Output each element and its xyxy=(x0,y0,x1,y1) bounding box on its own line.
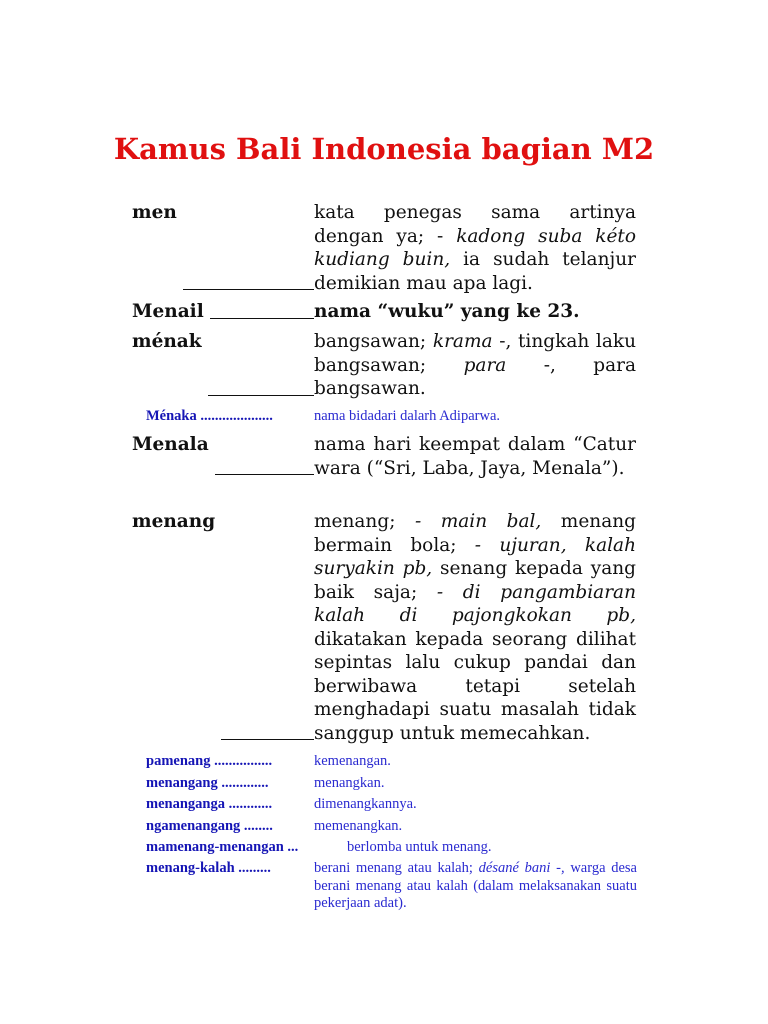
subentry-definition: kemenangan. xyxy=(314,753,391,769)
subentry-definition: nama bidadari dalarh Adiparwa. xyxy=(314,408,501,424)
entry-menala xyxy=(132,433,636,480)
entry-menang xyxy=(132,510,636,745)
entry-definition: nama hari keempat dalam “Catur wara (“Sri, Laba, Jaya, Menala”). xyxy=(314,434,636,479)
entry-term: menang xyxy=(132,511,216,532)
subentry-menanganga xyxy=(146,796,637,814)
subentry-definition: dimenangkannya. xyxy=(314,796,417,812)
leader-line xyxy=(215,433,314,475)
subentry-term: menangang ............. xyxy=(146,775,269,791)
leader-line xyxy=(183,201,314,290)
entry-definition: kata penegas sama artinya dengan ya; - kadong suba kéto kudiang buin, ia sudah telanjur demikian mau apa lagi. xyxy=(314,202,636,294)
subentry-term: menang-kalah ......... xyxy=(146,860,271,876)
leader-line xyxy=(210,300,314,319)
subentry-term: pamenang ................ xyxy=(146,753,273,769)
subentry-term: Ménaka .................... xyxy=(146,408,273,424)
entry-term: Menala xyxy=(132,434,209,455)
entry-definition: nama “wuku” yang ke 23. xyxy=(314,301,580,322)
subentry-term: ngamenangang ........ xyxy=(146,818,273,834)
subentry-definition: berlomba untuk menang. xyxy=(347,839,492,855)
entry-men xyxy=(132,201,636,295)
subentry-ngamenangang xyxy=(146,818,637,836)
subentry-menaka xyxy=(146,408,637,426)
page-title: Kamus Bali Indonesia bagian M2 xyxy=(113,132,655,166)
entry-term: ménak xyxy=(132,331,202,352)
leader-line xyxy=(208,330,314,396)
subentry-definition: menangkan. xyxy=(314,775,385,791)
entry-menak xyxy=(132,330,636,401)
subentry-menang-kalah xyxy=(146,860,637,913)
entry-term: men xyxy=(132,202,177,223)
subentry-definition: berani menang atau kalah; désané bani -, warga desa berani menang atau kalah (dalam melaksanakan suatu pekerjaan adat). xyxy=(314,860,637,911)
subentry-term: mamenang-menangan ... xyxy=(146,839,299,855)
subentry-mamenang-menangan xyxy=(146,839,637,857)
entry-menail xyxy=(132,300,636,324)
subentry-menangang xyxy=(146,775,637,793)
subentry-pamenang xyxy=(146,753,637,771)
subentry-definition: memenangkan. xyxy=(314,818,403,834)
entry-definition: bangsawan; krama -, tingkah laku bangsawan; para -, para bangsawan. xyxy=(314,331,637,399)
entry-definition: menang; - main bal, menang bermain bola; - ujuran, kalah suryakin pb, senang kepada yang baik saja; - di pangambiaran kalah di pajongkokan pb, dikatakan kepada seorang dilihat sepintas lalu cukup pandai dan berwibawa tetapi setelah menghadapi suatu masalah tidak sanggup untuk memecahkan. xyxy=(314,511,637,744)
leader-line xyxy=(221,510,314,740)
subentry-term: menanganga ............ xyxy=(146,796,273,812)
entry-term: Menail xyxy=(132,301,204,322)
